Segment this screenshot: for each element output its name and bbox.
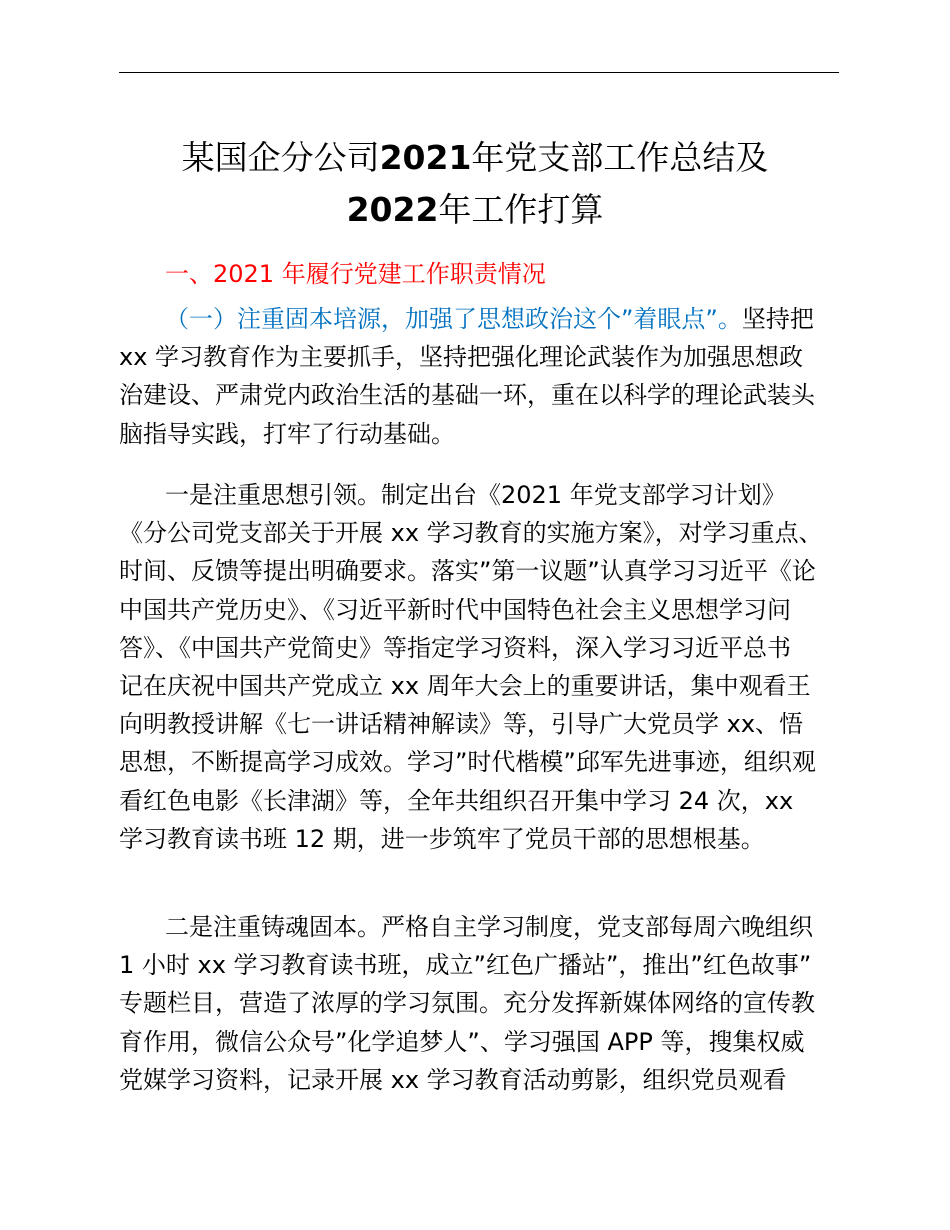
title-suffix-2: 年工作打算 (438, 190, 604, 229)
paragraph-line: 《分公司党支部关于开展 xx 学习教育的实施方案》，对学习重点、 (119, 519, 823, 548)
paragraph-line: （一）注重固本培源，加强了思想政治这个”着眼点”。坚持把 (165, 305, 814, 333)
subheading-1: （一）注重固本培源，加强了思想政治这个”着眼点”。 (165, 305, 742, 333)
paragraph-line: 记在庆祝中国共产党成立 xx 周年大会上的重要讲话，集中观看王 (119, 672, 811, 701)
title-year-2022: 2022 (346, 190, 439, 229)
paragraph-line: 1 小时 xx 学习教育读书班，成立”红色广播站”，推出”红色故事” (119, 951, 812, 980)
paragraph-line: 答》、《中国共产党简史》等指定学习资料，深入学习习近平总书 (119, 633, 791, 662)
paragraph-line: 向明教授讲解《七一讲话精神解读》等，引导广大党员学 xx、悟 (119, 710, 804, 739)
paragraph-line: 二是注重铸魂固本。严格自主学习制度，党支部每周六晚组织 (165, 913, 813, 941)
header-rule (119, 72, 839, 73)
title-line-2 (0, 185, 950, 235)
paragraph-line: 一是注重思想引领。制定出台《2021 年党支部学习计划》 (165, 481, 786, 509)
paragraph-line: 育作用，微信公众号”化学追梦人”、学习强国 APP 等，搜集权威 (119, 1027, 805, 1056)
title-suffix: 年党支部工作总结及 (471, 138, 769, 177)
paragraph-2 (119, 476, 841, 858)
paragraph-line: 治建设、严肃党内政治生活的基础一环，重在以科学的理论武装头 (119, 381, 815, 410)
paragraph-line: 专题栏目，营造了浓厚的学习氛围。充分发挥新媒体网络的宣传教 (119, 989, 815, 1018)
paragraph-line: 思想，不断提高学习成效。学习”时代楷模”邱军先进事迹，组织观 (119, 748, 816, 777)
paragraph-line: 党媒学习资料，记录开展 xx 学习教育活动剪影，组织党员观看 (119, 1065, 787, 1094)
paragraph-line: 脑指导实践，打牢了行动基础。 (119, 419, 455, 448)
paragraph-line: 时间、反馈等提出明确要求。落实”第一议题”认真学习习近平《论 (119, 557, 816, 586)
paragraph-line: 看红色电影《长津湖》等，全年共组织召开集中学习 24 次，xx (119, 786, 794, 815)
paragraph-line: 中国共产党历史》、《习近平新时代中国特色社会主义思想学习问 (119, 595, 791, 624)
section-heading-1: 一、2021 年履行党建工作职责情况 (165, 260, 546, 288)
paragraph-line: xx 学习教育作为主要抓手，坚持把强化理论武装作为加强思想政 (119, 343, 804, 372)
title-prefix: 某国企分公司 (181, 138, 380, 177)
title-line-1 (0, 133, 950, 183)
title-year-2021: 2021 (379, 138, 472, 177)
paragraph-1 (119, 300, 841, 453)
paragraph-3 (119, 908, 841, 1099)
paragraph-line: 学习教育读书班 12 期，进一步筑牢了党员干部的思想根基。 (119, 824, 765, 853)
